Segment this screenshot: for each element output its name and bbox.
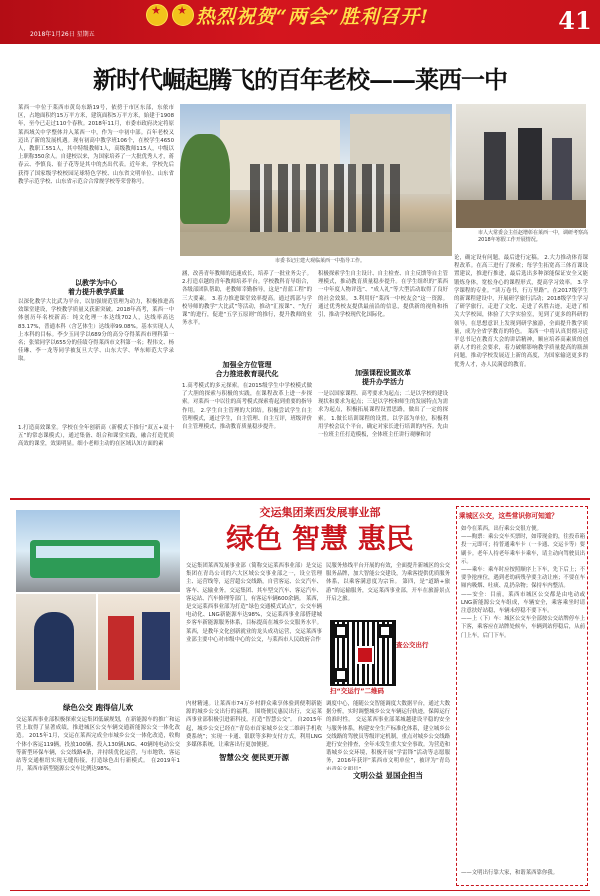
article2-title: 绿色 智慧 惠民 (226, 522, 414, 555)
article1-section2-body: 1.高考模式的多元探索。在2015级学生中学校模式做了大胆的探索与积极的实践，在课程改革上进一步探索。对莱西一中以往的高考模式探索将起到重要的指导作用。 2.学生自主管理的大团结。积极尝试学生自主管理模式，通过学生，自主管理、自主互评，班级评价自主管理模式，推动教育质量稳步提升。 (182, 383, 312, 431)
sidebar-body: 如今在莱西，出行乘公交很方便。 ——购票：乘公交车买票时，如带现金的，往投币箱投一元即可；持普通乘车卡（一卡通、交运卡等）要刷卡。老年人持老年乘车卡乘车，请主动向驾驶员出示。 ——乘车：乘车时应按照顺序上下车，先下后上；不要争抢座位，遇到老幼病残孕要主动让座；不要在车厢内吸烟、吐痰、乱扔杂物；保持车内整洁。 ——安全：目前，莱西市城区公交都是由电动或LNG新能源公交车组成，车辆安全，乘客乘坐时请注意扶好站稳，车辆未停稳不要下车。 ——上（下）车：城区公交车全部按公交站牌停车上下客，乘客应在站牌处候车，车辆到站停稳后，从前门上车，后门下车。 (461, 526, 585, 639)
people-group (250, 164, 400, 234)
article2-section2-head: 智慧公交 便民更开源 (186, 752, 322, 764)
qr-label-2: 扫“交运行”二维码 (330, 687, 385, 695)
qr-label-1: 查公交出行 (396, 641, 429, 649)
article1-photo-meeting (456, 104, 586, 228)
article1-middle-right-body: 积极探索学生自主设计、自主检查、自主反馈等自主管理模式，推动教育质量稳步提升。在学生组织的“莱西一中年度人物评选”、“成人礼”等大型活动取得了良好的社会效果。 3.利用好“莱西一中校友会”这一资源。通过优秀校友提供最前沿的信息，提供新的视角和指引，推动学校现代化国际化。 (318, 271, 448, 319)
article1-title: 新时代崛起腾飞的百年老校——莱西一中 (93, 65, 507, 94)
article1-intro: 莱西一中位于莱西市黄岛东路19号，依傍于市区东部，东依市区，占地面积约15万平方米，建筑面积5万平方米，始建于1908年，至今已走过110个春秋。2018年11月，市委市政府决定将原莱西域关中学整体并入莱西一中，作为一中初中部。百年老校又迈出了新的发展机遇。现有初高中教学班106个，在校学生4650人，教职工551人，其中特级教师1人，高级教师115人，中级以上职称350余人。自建校以来，为国家培养了一大批优秀人才，蒋春云、李慎良、崔子花等是其中的杰出代表。近年来，学校先后获得了国家级学校校园足球特色学校、山东省文明单位、山东省教学示范学校、山东省示范合合常规学校等荣誉称号。 (18, 105, 174, 185)
article2-intro-left: 交运集团莱西发展事业部（简称交运莱西事业部）是交运集团在青岛公司的六大区域公交事业部之一，设立管理主、运营线等，运营超公交线路，自营客运、公交汽车、客车、运输业务。交运集团、其车型交汽车、客运汽车、客运站、汽车修理等部门，有客运车辆600余辆。 莱西，是交运莱西事业部为打造“绿色交通模式试点”，公交车辆电动化、LNG新能源车达98%，交运莱西事业部搭建城乡客车新能源服务体系，目标提高在城乡公交服务水平。 莱西，是教年文化创新就业的龙头成功运营，交运莱西事业部主要中心对市级中心的公交，与莱西市人民政府合作 (186, 563, 322, 643)
article1-section3-head-text: 加强课程设置改革 提升办学活力 (355, 369, 411, 386)
article2-intro-right: 民服务热线平台开展的有效，全面提升新城区的公交服务品牌，加大智能公交建设，为乘客提供优质服务体系，以乘客满意度为宗旨。 第四，是“道路+旅游”的运输服务，交运莱西事业部，开车在旅游景点开启之旅。 (326, 563, 450, 602)
article2-photo-service (98, 594, 180, 690)
article2-section3-head: 文明公益 显国企担当 (326, 770, 450, 782)
article2-section1-head: 绿色公交 跑得信儿欢 (62, 703, 134, 712)
article1-section2-head-text: 加强全方位管理 合力推进教育现代化 (215, 361, 279, 378)
qr-logo-icon (356, 646, 374, 664)
tree-shape (180, 134, 230, 224)
article1-section1-body2: 1.打造高效课堂。学校在全年创新高（新模式下推行“双五+双十五”的常态课模式），通过集备、组合和课堂实践，融合打造优质高效的课堂，效果明显。细小老师主动的在区域认知方面的素 (18, 425, 174, 448)
article1-photo-leaders (180, 104, 452, 256)
qr-corner-icon-2 (378, 624, 392, 638)
article1-photo2-caption: 市人大常委会主任赵增彰在莱西一中，调研考察高2018年寒假工作开展情况。 (478, 230, 589, 243)
header-banner (0, 0, 600, 44)
staff-shape (34, 612, 74, 682)
emblem-star-icon-2: ★ (177, 4, 187, 17)
slogan: 热烈祝贺“两会”胜利召开! (196, 6, 430, 28)
article2-section2-body: 内材精速。让莱西市74万乡村群众乘享体验到便利新能源的城乡公交出行的福利。 围绕便民惠民出行，交运莱西事业部积极引进新科技，打造“智慧公交”。 自2015年起，城乡公交已经在“青岛市首家城乡公交二维码手机收费系统”；实现一卡通、银联等多种支付方式，利用LNG多媒体系统，让乘客出行更加便捷。 (186, 701, 322, 749)
article1-section2-head (182, 361, 312, 381)
article2-section3-body: 调度中心，能随公交智能调度大数据平台，通过大数据分析，实时调整城乡公交车辆运行轨迹，保障运行的准时性。 交运莱西事业部莱城越建设平稳的安全与服务体系，构建安全生产标准化体系，建立城乡公交线路的驾驶员等级评定机制，重点对城乡公交线路进行安全排查，全年未发生重大安全事故。为营造和谐城乡公交环境，积极开展“学雷锋”活动等志愿服务，2016年获评“莱西市文明单位”，被评为“青岛 (326, 701, 450, 765)
article1-section1-head (18, 279, 174, 299)
section-divider (10, 498, 590, 500)
qr-corner-icon (334, 624, 348, 638)
bus-window-shape (36, 546, 154, 558)
person-shape-3 (552, 138, 572, 204)
article1-right-column-body: 论，确定设有问题，最后进行定稿。 2.大力推动体育课程改革。在高三进行了探索；每学生拓宽高三体育课设置建议，推进行推进，最后选出多种深能保证安全又能锻炼身体，宽松身心的课程形式，提高学习效率。 3.学学课程的专业。“读万卷书，行万里路”。在2017级学生的新课程建设中，开展研学旅行活动；2018级学生学习了研学旅行，走进了文化、走进了名胜古迹，走进了相关大学校园，体验了大学实验室，见到了更多的科研的领导，在思想意识上发现到研学旅游，全面提升教学质量，成为全省学教育的特色。 莱西一中将认真贯彻习近平总书记在教育大会的讲话精神，顺应培养高素质的创新人才的社会要求，着力破解影响教学质量提高的瓶颈问题，推动学校发展迈上新的高度，为国家输送更多的优秀人才，办人民满意的教育。 (454, 255, 588, 368)
article2-section1-body: 交运莱西事业部积极探索交运集团低碳规划，在新能源车的推广和运营上取得了显著成绩，推进城区公交车辆交通新能源公交一体化改造。 2015年1月，交运在莱西完成全市城乡公交一体化改造，收购个体小客运119辆，投放100辆、投入130辆LNG、40辆纯电动公交等新型环保车辆，公交线路4条，并持续优化运营，与市地铁、客运站等交通枢纽实现无缝衔接，打造绿色出行新模式。 在2019年1月，莱西市新型能源公交车比例达98%。 (16, 717, 180, 773)
person-shape-2 (518, 128, 542, 204)
date-line: 2018年1月26日 星期五 (30, 31, 95, 38)
article1-section3-head (318, 369, 448, 389)
article1-photo1-caption: 市委书记庄建大观临莱西一中指导工作。 (274, 258, 365, 264)
sidebar-footer: ——文明出行靠大家，和谐莱西靠你我。 (461, 870, 559, 876)
article2-photo-staff (16, 594, 96, 690)
article1-section3-body: 一是以国家课程、高考要求为起点；二是以学校的建设现状和要求为起点；三是以学校和师生的发展特点为需求为起点，积极拓展课程设置思路，做出了一定的探索。 1.做长培训课程的设置。以学部为单位，积极利用学校会议个平台，确定对家长进行培训的内容。先由一位班主任打造模板，全体班主任讲行观摩和讨 (318, 391, 448, 439)
page-number: 41 (558, 6, 592, 35)
sidebar-box (456, 506, 588, 886)
bottom-rule (10, 890, 590, 891)
article1-middle-body: 涵，改善青年教师的迅速成长，培养了一批业务尖子。 2.打造卓越的青年教师培养平台。学校教科育导组合，各级部团队帮助，老教师幸勤指导，这是“青蓝工程”的三大要素。 3.着力推进课堂效率提高。通过抓部与学校导师的教学“大比武”等活动，推动“汇报课”、“先行课”的进行，促进“五学五原则”的推行，提升教师的业务水平。 (182, 271, 312, 327)
qr-code-icon[interactable] (330, 620, 396, 686)
person-shape (484, 132, 506, 202)
sidebar-title: 乘城区公交，这些常识你可知道？ (459, 512, 558, 520)
qr-corner-icon-3 (334, 668, 348, 682)
article2-photo-bus (16, 510, 180, 592)
service-shape (108, 616, 134, 680)
path-shape (180, 232, 452, 256)
article1-section1-body: 以深化教学大比武为平台，以加强规范管理为动力，积极推进高效课堂建设，学校教学质量又获新突破。2018年高考，莱西一中体创历年名校新高：纯文化理一本达线702人，达线率高达83.17%，普通本科（含艺体生）达线率99.08%。基本实现人人上本科的目标。李少玉同学以689分的高分夺得莱西市理科第一名；张梁同学以655分的佳绩夺得莱西市文科第一名；程伟文、杨佳琳、李一龙等同学被复旦大学、山东大学、华东师范大学录取。 (18, 299, 174, 363)
table-shape (456, 200, 586, 228)
emblem-star-icon: ★ (151, 4, 161, 17)
article1-section1-head-text: 以教学为中心 着力提升教学质量 (68, 279, 124, 296)
service-shape-2 (142, 612, 170, 680)
article2-kicker: 交运集团莱西发展事业部 (259, 506, 381, 519)
